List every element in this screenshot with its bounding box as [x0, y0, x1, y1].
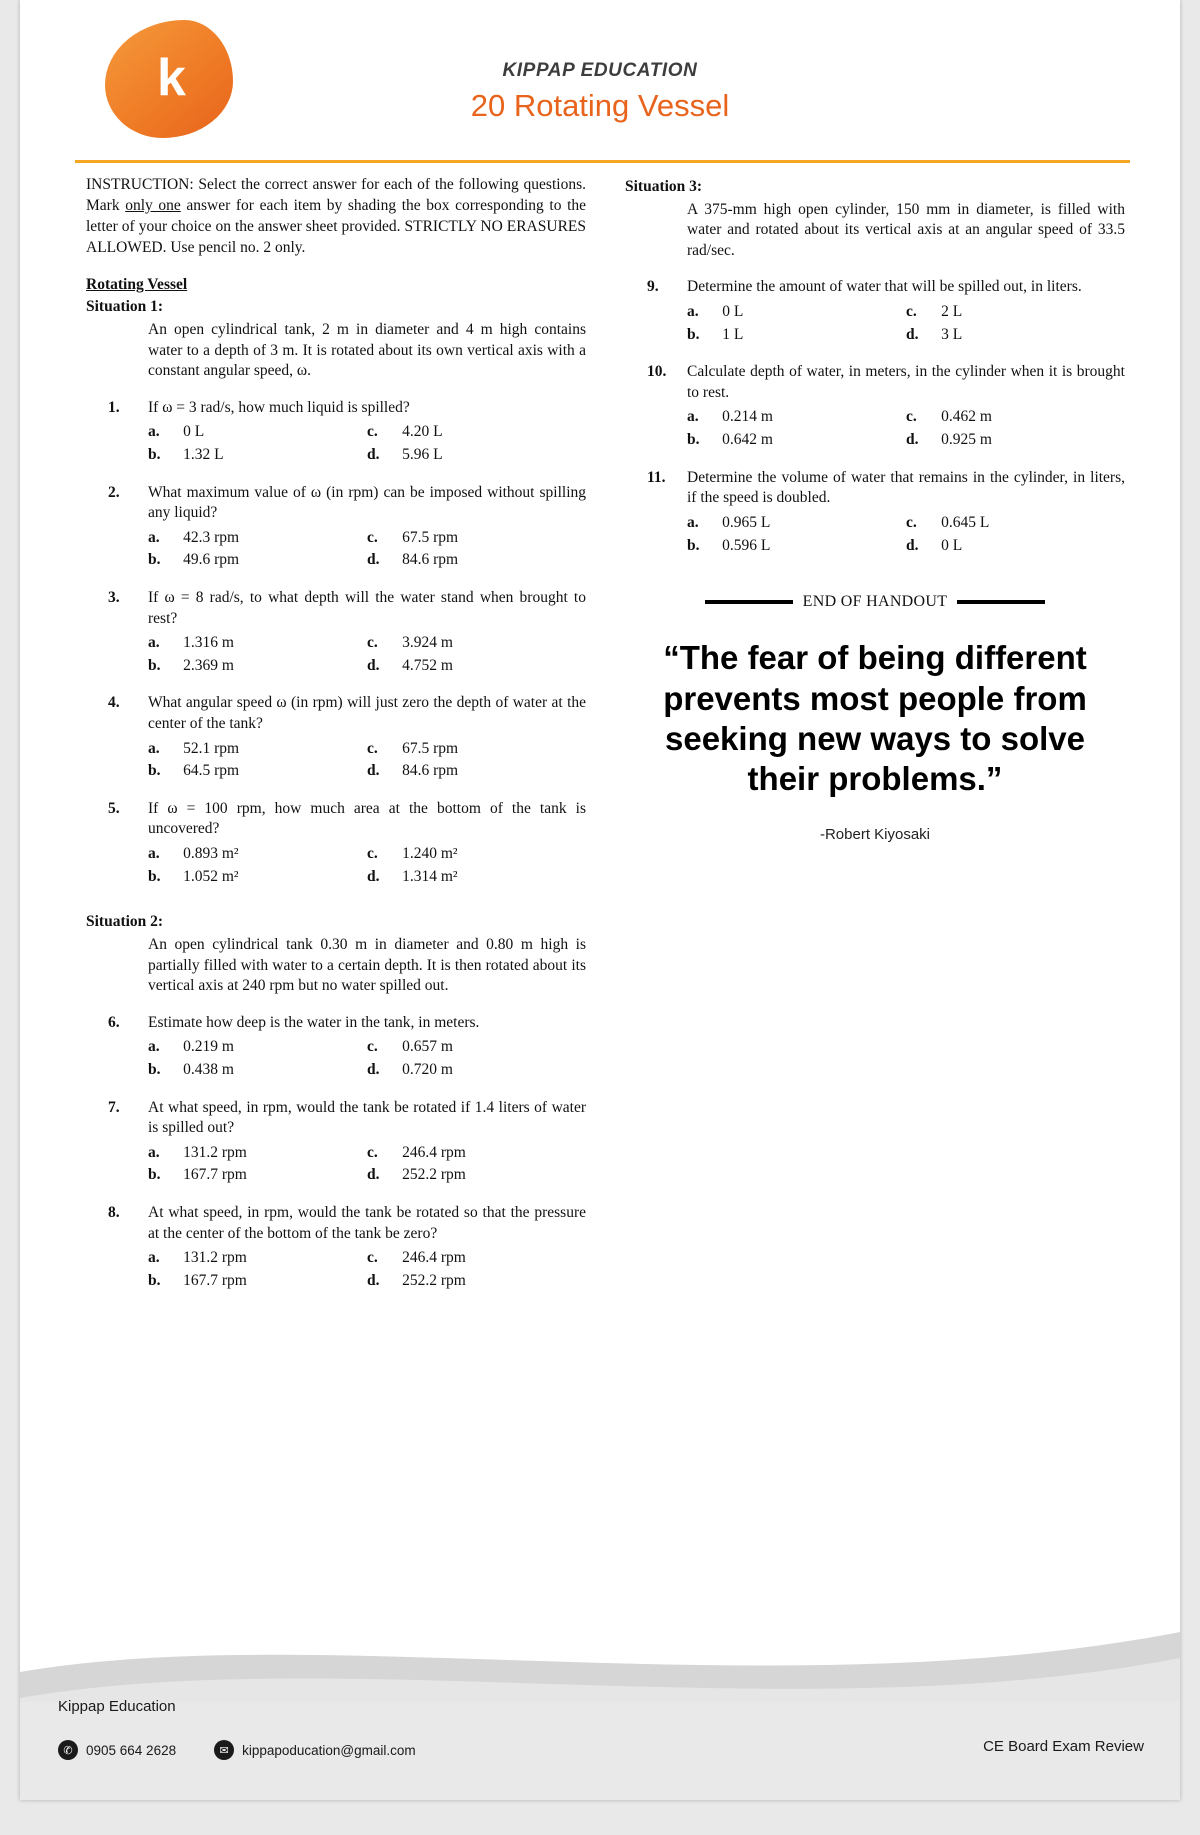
question-text: Determine the amount of water that will be spilled out, in liters.	[687, 278, 1082, 296]
choice-label[interactable]: b.	[687, 325, 700, 343]
question-text: If ω = 8 rad/s, to what depth will the water stand when brought to rest?	[148, 589, 586, 627]
footer-email[interactable]: kippapoducation@gmail.com	[242, 1742, 416, 1758]
choice-value[interactable]: 0 L	[183, 423, 205, 441]
email-icon: ✉	[214, 1740, 234, 1760]
question-text: At what speed, in rpm, would the tank be rotated if 1.4 liters of water is spilled out?	[148, 1098, 586, 1137]
question-text: Determine the volume of water that remains in the cylinder, in liters, if the speed is doubled.	[687, 468, 1125, 507]
choice-label[interactable]: c.	[366, 1249, 378, 1267]
choice-value[interactable]: 246.4 rpm	[402, 1143, 466, 1161]
question-text: Estimate how deep is the water in the tank, in meters.	[148, 1013, 480, 1031]
choice-value[interactable]: 3 L	[941, 325, 963, 343]
choice-value[interactable]: 64.5 rpm	[183, 762, 240, 780]
situation-1-text: An open cylindrical tank, 2 m in diameter and 4 m high contains water to a depth of 3 m. It is rotated about its own vertical axis with a constant angular speed, ω.	[148, 320, 586, 380]
choice-label[interactable]: c.	[905, 513, 917, 531]
choice-value[interactable]: 84.6 rpm	[402, 551, 459, 569]
choice-label[interactable]: a.	[148, 739, 160, 757]
choice-label[interactable]: d.	[366, 445, 380, 463]
choice-value[interactable]: 0.642 m	[722, 431, 773, 449]
choice-value[interactable]: 0.645 L	[941, 513, 990, 531]
choice-value[interactable]: 252.2 rpm	[402, 1166, 466, 1184]
choice-value[interactable]: 246.4 rpm	[402, 1249, 466, 1267]
choice-label[interactable]: c.	[366, 739, 378, 757]
choice-label[interactable]: c.	[366, 528, 378, 546]
header-text-group	[20, 60, 1180, 124]
question-number: 1.	[108, 398, 120, 416]
choice-value[interactable]: 0.596 L	[722, 536, 771, 554]
question-text: What angular speed ω (in rpm) will just zero the depth of water at the center of the tank?	[148, 694, 586, 733]
choice-table	[148, 1036, 586, 1081]
choice-value[interactable]: 0 L	[941, 536, 963, 554]
choice-label[interactable]: b.	[148, 867, 161, 885]
choice-label[interactable]: b.	[687, 431, 700, 449]
question-text: If ω = 3 rad/s, how much liquid is spilled?	[148, 398, 410, 416]
page-header	[20, 0, 1180, 165]
footer	[20, 1680, 1180, 1800]
choice-value[interactable]: 0 L	[722, 303, 744, 321]
choice-value[interactable]: 49.6 rpm	[183, 551, 240, 569]
choice-value[interactable]: 67.5 rpm	[402, 739, 459, 757]
choice-label[interactable]: b.	[148, 445, 161, 463]
question-number: 4.	[108, 694, 120, 712]
question-text: Calculate depth of water, in meters, in the cylinder when it is brought to rest.	[687, 363, 1125, 401]
question-number: 6.	[108, 1013, 120, 1031]
choice-label[interactable]: d.	[366, 762, 380, 780]
choice-value[interactable]: 0.720 m	[402, 1060, 453, 1078]
question-number: 9.	[647, 278, 659, 296]
question-item	[625, 277, 1125, 346]
situation-3-text: A 375-mm high open cylinder, 150 mm in diameter, is filled with water and rotated about its vertical axis at an angular speed of 33.5 rad/sec.	[687, 200, 1125, 259]
footer-phone[interactable]: 0905 664 2628	[86, 1742, 177, 1758]
situation-3-label: Situation 3:	[625, 178, 703, 195]
choice-value[interactable]: 4.20 L	[402, 423, 443, 441]
choice-value[interactable]: 5.96 L	[402, 445, 443, 463]
choice-label[interactable]: d.	[366, 1060, 380, 1078]
choice-value[interactable]: 67.5 rpm	[402, 528, 459, 546]
page-title: 20 Rotating Vessel	[470, 88, 730, 123]
choice-table	[148, 527, 586, 572]
choice-label[interactable]: a.	[148, 1038, 160, 1056]
choice-label[interactable]: d.	[366, 656, 380, 674]
choice-value[interactable]: 167.7 rpm	[183, 1271, 247, 1289]
question-item	[86, 693, 586, 782]
choice-label[interactable]: d.	[905, 431, 919, 449]
question-number: 3.	[108, 589, 120, 606]
choice-label[interactable]: b.	[687, 536, 700, 554]
phone-icon: ✆	[58, 1740, 78, 1760]
question-item	[625, 362, 1125, 451]
left-column	[86, 175, 586, 1292]
choice-label[interactable]: d.	[366, 1271, 380, 1289]
question-number: 11.	[647, 468, 666, 486]
footer-company-name: Kippap Education	[58, 1698, 176, 1715]
choice-table	[148, 1142, 586, 1187]
end-rule-left	[705, 600, 793, 604]
question-item	[86, 588, 586, 677]
handout-page	[20, 0, 1180, 1800]
choice-table	[687, 512, 1125, 557]
choice-label[interactable]: a.	[148, 634, 160, 652]
choice-value[interactable]: 42.3 rpm	[183, 528, 240, 546]
choice-label[interactable]: a.	[148, 845, 160, 863]
choice-table	[148, 421, 586, 466]
question-number: 10.	[647, 363, 667, 381]
question-item	[86, 799, 586, 888]
choice-label[interactable]: c.	[905, 303, 917, 321]
right-column	[625, 175, 1125, 845]
choice-label[interactable]: c.	[366, 423, 378, 441]
choice-label[interactable]: a.	[687, 513, 699, 531]
question-number: 5.	[108, 799, 120, 817]
choice-value[interactable]: 52.1 rpm	[183, 739, 240, 757]
situation-2-label: Situation 2:	[86, 913, 164, 931]
instruction-paragraph	[86, 175, 586, 259]
choice-table	[148, 738, 586, 783]
choice-value[interactable]: 0.438 m	[183, 1060, 234, 1078]
choice-table	[148, 632, 586, 677]
header-subtitle: KIPPAP EDUCATION	[502, 60, 698, 81]
question-text: At what speed, in rpm, would the tank be rotated so that the pressure at the center of the bottom of the tank be zero?	[148, 1204, 586, 1242]
section-title: Rotating Vessel	[86, 275, 188, 293]
choice-label[interactable]: a.	[148, 1249, 160, 1267]
question-text: What maximum value of ω (in rpm) can be imposed without spilling any liquid?	[148, 483, 586, 522]
header-divider	[75, 160, 1130, 163]
choice-label[interactable]: a.	[148, 1143, 160, 1161]
choice-label[interactable]: a.	[148, 423, 160, 441]
question-number: 2.	[108, 483, 120, 501]
end-of-handout	[625, 591, 1125, 612]
question-item	[625, 468, 1125, 557]
choice-label[interactable]: b.	[148, 762, 161, 780]
question-item	[86, 1098, 586, 1187]
choice-label[interactable]: d.	[905, 536, 919, 554]
choice-value[interactable]: 252.2 rpm	[402, 1271, 466, 1289]
choice-label[interactable]: b.	[148, 551, 161, 569]
question-text: If ω = 100 rpm, how much area at the bottom of the tank is uncovered?	[148, 799, 586, 838]
choice-label[interactable]: a.	[148, 528, 160, 546]
content-area	[20, 175, 1180, 1575]
choice-label[interactable]: c.	[366, 845, 378, 863]
choice-label[interactable]: d.	[366, 1166, 380, 1184]
logo-letter: k	[157, 49, 185, 107]
choice-value[interactable]: 0.925 m	[941, 431, 992, 449]
choice-value[interactable]: 2.369 m	[183, 656, 234, 674]
choice-value[interactable]: 4.752 m	[402, 656, 453, 674]
question-item	[86, 1013, 586, 1082]
choice-table	[687, 406, 1125, 451]
choice-label[interactable]: b.	[148, 1271, 161, 1289]
choice-label[interactable]: c.	[366, 1143, 378, 1161]
footer-contact-group	[58, 1740, 416, 1760]
choice-value[interactable]: 1.052 m²	[183, 867, 239, 885]
choice-value[interactable]: 1.32 L	[183, 445, 224, 463]
choice-table	[148, 1247, 586, 1292]
choice-value[interactable]: 0.462 m	[941, 408, 992, 426]
question-item	[86, 483, 586, 572]
choice-value[interactable]: 0.214 m	[722, 408, 773, 426]
choice-value[interactable]: 0.965 L	[722, 513, 771, 531]
question-item	[86, 398, 586, 467]
choice-table	[687, 301, 1125, 346]
situation-2-text: An open cylindrical tank 0.30 m in diameter and 0.80 m high is partially filled with water to a certain depth. It is then rotated about its vertical axis at 240 rpm but no water spilled out.	[148, 935, 586, 995]
choice-value[interactable]: 1.314 m²	[402, 867, 458, 885]
instruction-part-2: answer for each item by shading the box corresponding to the letter of your choice on the answer sheet provided. STRICTLY NO ERASURES ALLOWED. Use pencil no. 2 only.	[86, 196, 587, 256]
situation-1-label: Situation 1:	[86, 298, 164, 316]
choice-value[interactable]: 0.219 m	[183, 1038, 234, 1056]
footer-tagline: CE Board Exam Review	[983, 1738, 1144, 1755]
choice-value[interactable]: 1.316 m	[183, 634, 234, 652]
choice-label[interactable]: c.	[366, 1038, 378, 1056]
choice-value[interactable]: 1 L	[722, 325, 744, 343]
question-number: 7.	[108, 1098, 120, 1116]
choice-value[interactable]: 1.240 m²	[402, 845, 458, 863]
end-rule-right	[957, 600, 1045, 604]
choice-label[interactable]: b.	[148, 656, 161, 674]
quote-author: -Robert Kiyosaki	[819, 826, 931, 844]
choice-table	[148, 843, 586, 888]
question-item	[86, 1203, 586, 1292]
choice-label[interactable]: c.	[366, 634, 378, 652]
choice-label[interactable]: d.	[366, 867, 380, 885]
choice-value[interactable]: 0.657 m	[402, 1038, 453, 1056]
choice-label[interactable]: b.	[148, 1060, 161, 1078]
end-of-handout-label: END OF HANDOUT	[802, 593, 948, 611]
instruction-underlined: only one	[125, 196, 181, 214]
choice-value[interactable]: 167.7 rpm	[183, 1166, 247, 1184]
choice-label[interactable]: d.	[366, 551, 380, 569]
instruction-part-1: INSTRUCTION: Select the correct answer for each of the following questions. Mark	[86, 176, 586, 214]
choice-value[interactable]: 84.6 rpm	[402, 762, 459, 780]
question-number: 8.	[108, 1204, 120, 1222]
choice-value[interactable]: 131.2 rpm	[183, 1249, 247, 1267]
quote-text: “The fear of being different prevents most people from seeking new ways to solve their problems.”	[663, 639, 1087, 798]
choice-value[interactable]: 3.924 m	[402, 634, 453, 652]
choice-label[interactable]: c.	[905, 408, 917, 426]
choice-label[interactable]: d.	[905, 325, 919, 343]
choice-label[interactable]: a.	[687, 408, 699, 426]
choice-value[interactable]: 2 L	[941, 303, 963, 321]
choice-value[interactable]: 0.893 m²	[183, 845, 239, 863]
choice-value[interactable]: 131.2 rpm	[183, 1143, 247, 1161]
choice-label[interactable]: a.	[687, 303, 699, 321]
choice-label[interactable]: b.	[148, 1166, 161, 1184]
